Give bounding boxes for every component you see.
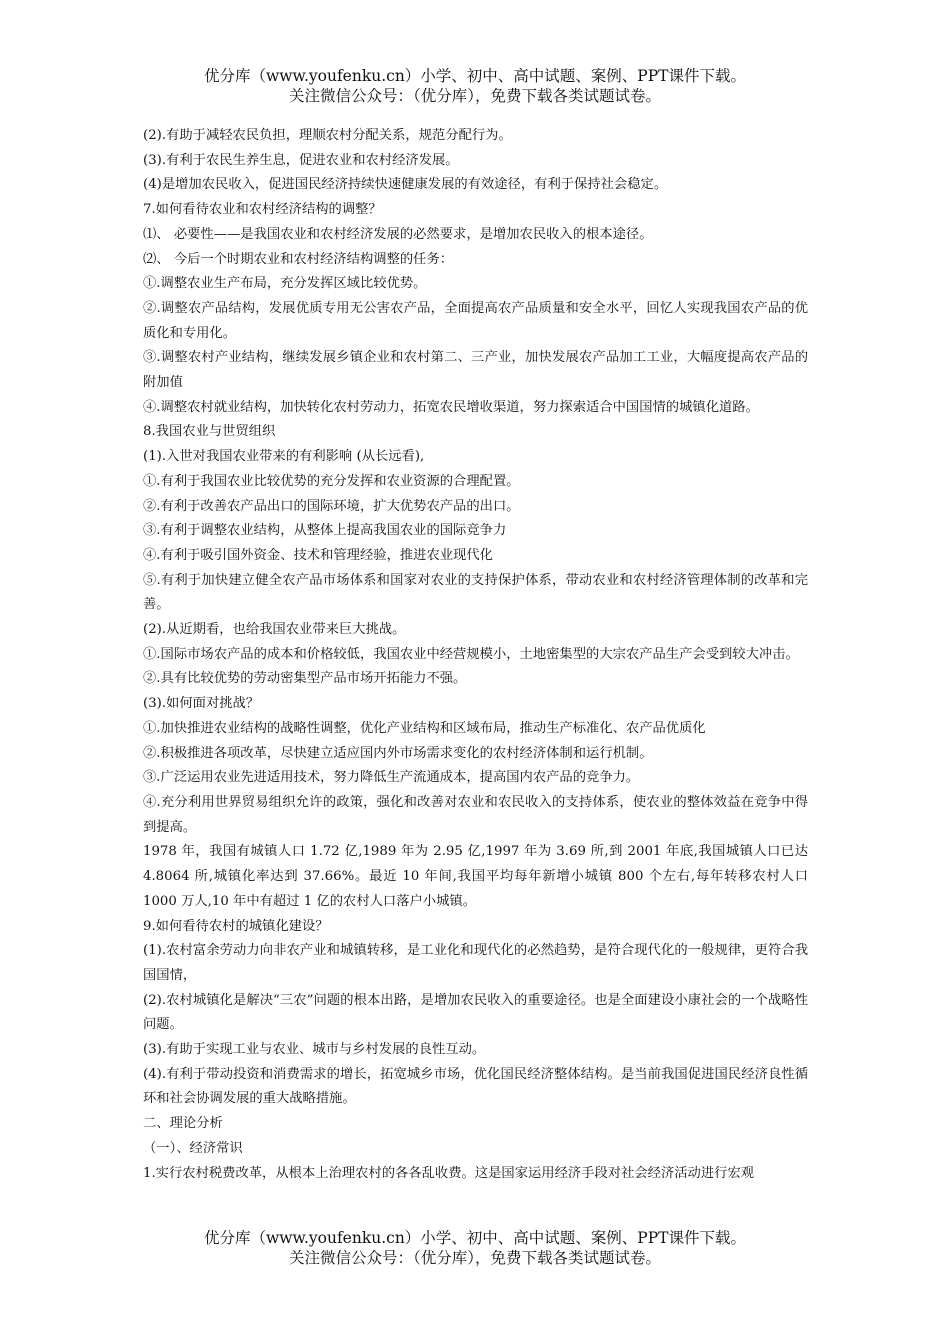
paragraph: (1).入世对我国农业带来的有利影响 (从长远看), <box>143 449 425 465</box>
footer-line-2: 关注微信公众号：（优分库），免费下载各类试题试卷。 <box>288 1249 661 1267</box>
paragraph: (2).有助于减轻农民负担，理顺农村分配关系，规范分配行为。 <box>143 128 512 143</box>
paragraph: (3).有助于实现工业与农业、城市与乡村发展的良性互动。 <box>143 1042 486 1058</box>
paragraph: ①.调整农业生产布局，充分发挥区域比较优势。 <box>143 276 427 292</box>
paragraph: （一）、经济常识 <box>143 1140 243 1156</box>
page-footer <box>0 1228 950 1268</box>
paragraph: ④.充分利用世界贸易组织允许的政策，强化和改善对农业和农民收入的支持体系，使农业的整体效益在竞争中得到提高。 <box>143 794 808 835</box>
header-line-1: 优分库（www.youfenku.cn）小学、初中、高中试题、案例、PPT课件下载。 <box>203 67 747 85</box>
paragraph: (2).农村城镇化是解决“三农”问题的根本出路，是增加农民收入的重要途径。也是全面建设小康社会的一个战略性问题。 <box>143 992 808 1033</box>
paragraph: 7.如何看待农业和农村经济结构的调整？ <box>143 202 382 218</box>
paragraph: ④.调整农村就业结构，加快转化农村劳动力，拓宽农民增收渠道，努力探索适合中国国情的城镇化道路。 <box>143 399 759 415</box>
paragraph: ⑴、 必要性——是我国农业和农村经济发展的必然要求，是增加农民收入的根本途径。 <box>143 226 653 242</box>
paragraph: ①.加快推进农业结构的战略性调整，优化产业结构和区域布局，推动生产标准化、农产品优质化 <box>143 720 706 736</box>
paragraph: ②.具有比较优势的劳动密集型产品市场开拓能力不强。 <box>143 671 467 687</box>
paragraph: ①.有利于我国农业比较优势的充分发挥和农业资源的合理配置。 <box>143 473 520 489</box>
footer-line-1: 优分库（www.youfenku.cn）小学、初中、高中试题、案例、PPT课件下载。 <box>203 1229 747 1247</box>
paragraph: ②.有利于改善农产品出口的国际环境，扩大优势农产品的出口。 <box>143 498 520 514</box>
paragraph: ②.调整农产品结构，发展优质专用无公害农产品，全面提高农产品质量和安全水平，回忆人实现我国农产品的优质化和专用化。 <box>143 300 808 341</box>
paragraph: ③.调整农村产业结构，继续发展乡镇企业和农村第二、三产业，加快发展农产品加工工业，大幅度提高农产品的附加值 <box>143 350 808 391</box>
paragraph: 二、理论分析 <box>143 1116 223 1132</box>
paragraph: 8.我国农业与世贸组织 <box>143 424 276 440</box>
paragraph: (4).有利于带动投资和消费需求的增长，拓宽城乡市场，优化国民经济整体结构。是当前我国促进国民经济良性循环和社会协调发展的重大战略措施。 <box>143 1066 808 1107</box>
paragraph: ③.有利于调整农业结构，从整体上提高我国农业的国际竞争力 <box>143 523 507 539</box>
paragraph: (3).如何面对挑战？ <box>143 696 260 712</box>
document-body <box>143 124 808 1186</box>
paragraph: (3).有利于农民生养生息，促进农业和农村经济发展。 <box>143 152 459 168</box>
header-line-2: 关注微信公众号：（优分库），免费下载各类试题试卷。 <box>288 87 661 105</box>
paragraph: ④.有利于吸引国外资金、技术和管理经验，推进农业现代化 <box>143 547 493 563</box>
paragraph: (4)是增加农民收入，促进国民经济持续快速健康发展的有效途径，有利于保持社会稳定。 <box>143 177 668 193</box>
paragraph: 9.如何看待农村的城镇化建设？ <box>143 918 329 934</box>
paragraph: ⑵、 今后一个时期农业和农村经济结构调整的任务： <box>143 251 454 267</box>
paragraph: ③.广泛运用农业先进适用技术，努力降低生产流通成本，提高国内农产品的竞争力。 <box>143 770 640 786</box>
paragraph: ⑤.有利于加快建立健全农产品市场体系和国家对农业的支持保护体系，带动农业和农村经济管理体制的改革和完善。 <box>143 572 808 613</box>
paragraph: 1.实行农村税费改革，从根本上治理农村的各各乱收费。这是国家运用经济手段对社会经济活动进行宏观 <box>143 1165 755 1181</box>
paragraph: ②.积极推进各项改革，尽快建立适应国内外市场需求变化的农村经济体制和运行机制。 <box>143 745 653 761</box>
paragraph: 1978 年，我国有城镇人口 1.72 亿,1989 年为 2.95 亿,1997 年为 3.69 所,到 2001 年底,我国城镇人口已达 4.8064 所,城镇化率达到 37.66%。最近 10 年间,我国平均每年新增小城镇 800 个左右,每年转移农村人口 1000 万人,10 年中有超过 1 亿的农村人口落户小城镇。 <box>143 844 808 909</box>
paragraph: ①.国际市场农产品的成本和价格较低，我国农业中经营规模小，土地密集型的大宗农产品生产会受到较大冲击。 <box>143 646 799 662</box>
paragraph: (1).农村富余劳动力向非农产业和城镇转移，是工业化和现代化的必然趋势，是符合现代化的一般规律，更符合我国国情， <box>143 943 808 983</box>
paragraph: (2).从近期看，也给我国农业带来巨大挑战。 <box>143 622 406 638</box>
page-header <box>0 66 950 106</box>
